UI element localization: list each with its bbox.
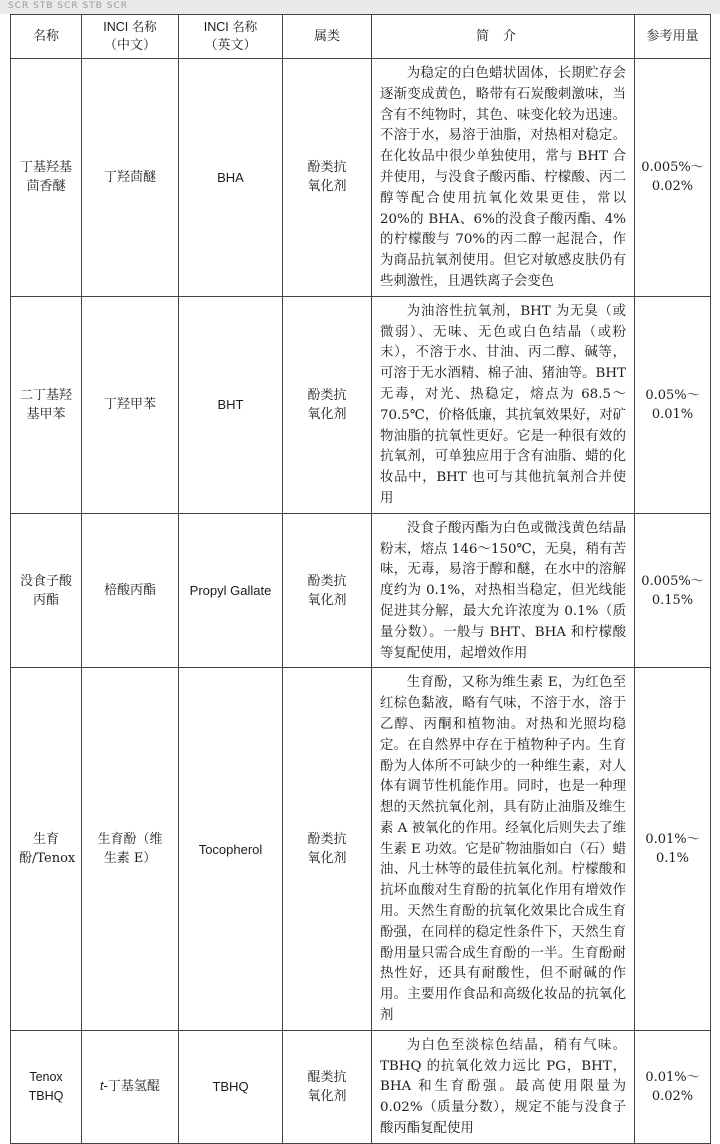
row-dosage-line1: 0.01%～	[645, 1069, 700, 1085]
cell-dosage	[635, 668, 711, 1031]
cell-inci-cn	[82, 59, 179, 297]
row-description: 生育酚，又称为维生素 E，为红色至红棕色黏液，略有气味，不溶于水，溶于乙醇、丙酮和植物油。对热和光照均稳定。在自然界中存在于植物种子内。生育酚为人体所不可缺少的一种维生素，对人体有调节性机能作用。同时，也是一种理想的天然抗氧化剂，具有防止油脂及维生素 A 被氧化的作用。经氧化后则失去了维生素 E 功效。它是矿物油脂如白（石）蜡油、凡士林等的最佳抗氧化剂。柠檬酸和抗坏血酸对生育酚的抗氧化作用有增效作用。天然生育酚的抗氧化效果比合成生育酚强，在同样的稳定性条件下，天然生育酚用量只需合成生育酚的一半。生育酚耐热性好，还具有耐酸性，但不耐碱的作用。主要用作食品和高级化妆品的抗氧化剂	[380, 675, 626, 1024]
cell-name	[11, 1030, 82, 1143]
row-inci-en: TBHQ	[212, 1079, 249, 1095]
cell-description	[372, 59, 635, 297]
table-row	[11, 1030, 711, 1143]
header-name	[11, 15, 82, 59]
header-row	[11, 15, 711, 59]
cell-description	[372, 513, 635, 668]
row-inci-cn: 丁羟甲苯	[103, 397, 156, 413]
row-inci-cn: -丁基氢醌	[103, 1079, 160, 1095]
table-row	[11, 668, 711, 1031]
cell-name	[11, 668, 82, 1031]
row-dosage-line2: 0.15%	[651, 592, 694, 608]
row-inci-cn: 生育酚（维生素 E）	[97, 832, 163, 867]
cell-inci-en	[179, 513, 283, 668]
row-inci-en: Propyl Gallate	[189, 583, 272, 599]
row-name: 没食子酸丙酯	[19, 573, 72, 608]
row-category: 醌类抗氧化剂	[307, 1069, 347, 1104]
cell-category	[283, 513, 372, 668]
row-inci-cn: 棓酸丙酯	[103, 583, 156, 599]
cell-inci-cn	[82, 668, 179, 1031]
header-category	[283, 15, 372, 59]
cell-description	[372, 296, 635, 513]
row-inci-en: BHA	[217, 169, 244, 185]
cell-description	[372, 668, 635, 1031]
row-dosage-line2: 0.02%	[651, 179, 694, 195]
row-dosage-line2: 0.1%	[655, 851, 690, 867]
row-inci-cn: 丁羟茴醚	[103, 169, 156, 185]
row-name: 二丁基羟基甲苯	[19, 387, 72, 422]
header-inci-en	[179, 15, 283, 59]
header-description-text: 简介	[475, 28, 530, 44]
cell-name	[11, 59, 82, 297]
header-dosage	[635, 15, 711, 59]
cell-inci-en	[179, 668, 283, 1031]
row-inci-cn-prefix: t	[100, 1079, 104, 1094]
cell-category	[283, 296, 372, 513]
row-name: Tenox TBHQ	[28, 1069, 64, 1103]
cell-category	[283, 668, 372, 1031]
row-category: 酚类抗氧化剂	[307, 387, 347, 422]
table-row	[11, 59, 711, 297]
row-dosage-line1: 0.05%～	[645, 387, 700, 403]
cell-dosage	[635, 513, 711, 668]
cell-name	[11, 513, 82, 668]
row-name: 丁基羟基茴香醚	[19, 160, 72, 195]
header-name-text: 名称	[32, 28, 59, 44]
row-description: 没食子酸丙酯为白色或微浅黄色结晶粉末，熔点 146～150℃，无臭，稍有苦味，无毒，易溶于醇和醚，在水中的溶解度约为 0.1%，对热相当稳定，但光线能促进其分解，最大允许浓度为 0.1%（质量分数）。一般与 BHT、BHA 和柠檬酸等复配使用，起增效作用	[380, 520, 626, 661]
cell-name	[11, 296, 82, 513]
header-description	[372, 15, 635, 59]
row-dosage-line2: 0.02%	[651, 1088, 694, 1104]
antioxidant-table	[10, 14, 711, 1144]
cell-inci-cn	[82, 1030, 179, 1143]
header-inci-cn	[82, 15, 179, 59]
row-inci-en: BHT	[217, 397, 244, 413]
row-category: 酚类抗氧化剂	[307, 832, 347, 867]
cell-dosage	[635, 296, 711, 513]
table-row	[11, 296, 711, 513]
header-inci-cn-line1: INCI 名称	[103, 20, 157, 34]
header-inci-en-line2: （英文）	[204, 38, 257, 53]
cell-inci-en	[179, 59, 283, 297]
header-inci-cn-line2: （中文）	[103, 38, 156, 53]
row-dosage-line2: 0.01%	[651, 406, 694, 422]
row-category: 酚类抗氧化剂	[307, 573, 347, 608]
row-category: 酚类抗氧化剂	[307, 160, 347, 195]
table-row	[11, 513, 711, 668]
top-band-text: SCR STB SCR STB SCR	[8, 1, 128, 11]
cell-description	[372, 1030, 635, 1143]
row-inci-en: Tocopherol	[198, 841, 263, 857]
row-description: 为稳定的白色蜡状固体，长期贮存会逐渐变成黄色，略带有石炭酸刺激味，当含有不纯物时，其色、味变化较为迅速。不溶于水，易溶于油脂，对热相对稳定。在化妆品中很少单独使用，常与 BHT 合并使用，与没食子酸丙酯、柠檬酸、丙二醇等配合使用抗氧化效果更佳，常以 20%的 BHA、6%的没食子酸丙酯、4%的柠檬酸与 70%的丙二醇一起混合，作为商品抗氧剂使用。但它对敏感皮肤仍有些刺激性，且遇铁离子会变色	[380, 66, 626, 289]
header-dosage-text: 参考用量	[646, 28, 699, 44]
cell-inci-cn	[82, 296, 179, 513]
row-description: 为油溶性抗氧剂，BHT 为无臭（或微弱）、无味、无色或白色结晶（或粉末），不溶于水、甘油、丙二醇、碱等，可溶于无水酒精、棉子油、猪油等。BHT 无毒，对光、热稳定，熔点为 68.5～70.5℃，价格低廉，其抗氧效果好，对矿物油脂的抗氧性更好。它是一种很有效的抗氧剂，可单独应用于含有油脂、蜡的化妆品中，BHT 也可与其他抗氧剂合并使用	[380, 303, 626, 506]
cell-category	[283, 1030, 372, 1143]
header-inci-en-line1: INCI 名称	[203, 20, 258, 34]
row-dosage-line1: 0.005%～	[641, 160, 704, 176]
cell-dosage	[635, 1030, 711, 1143]
row-description: 为白色至淡棕色结晶，稍有气味。TBHQ 的抗氧化效力远比 PG，BHT，BHA 和生育酚强。最高使用限量为 0.02%（质量分数），规定不能与没食子酸丙酯复配使用	[380, 1037, 626, 1137]
row-name: 生育酚/Tenox	[19, 832, 76, 867]
row-dosage-line1: 0.01%～	[645, 832, 700, 848]
cell-inci-cn	[82, 513, 179, 668]
cell-inci-en	[179, 1030, 283, 1143]
row-dosage-line1: 0.005%～	[641, 573, 704, 589]
cell-category	[283, 59, 372, 297]
cell-dosage	[635, 59, 711, 297]
top-scan-band	[0, 0, 720, 14]
cell-inci-en	[179, 296, 283, 513]
header-category-text: 属类	[313, 28, 340, 44]
